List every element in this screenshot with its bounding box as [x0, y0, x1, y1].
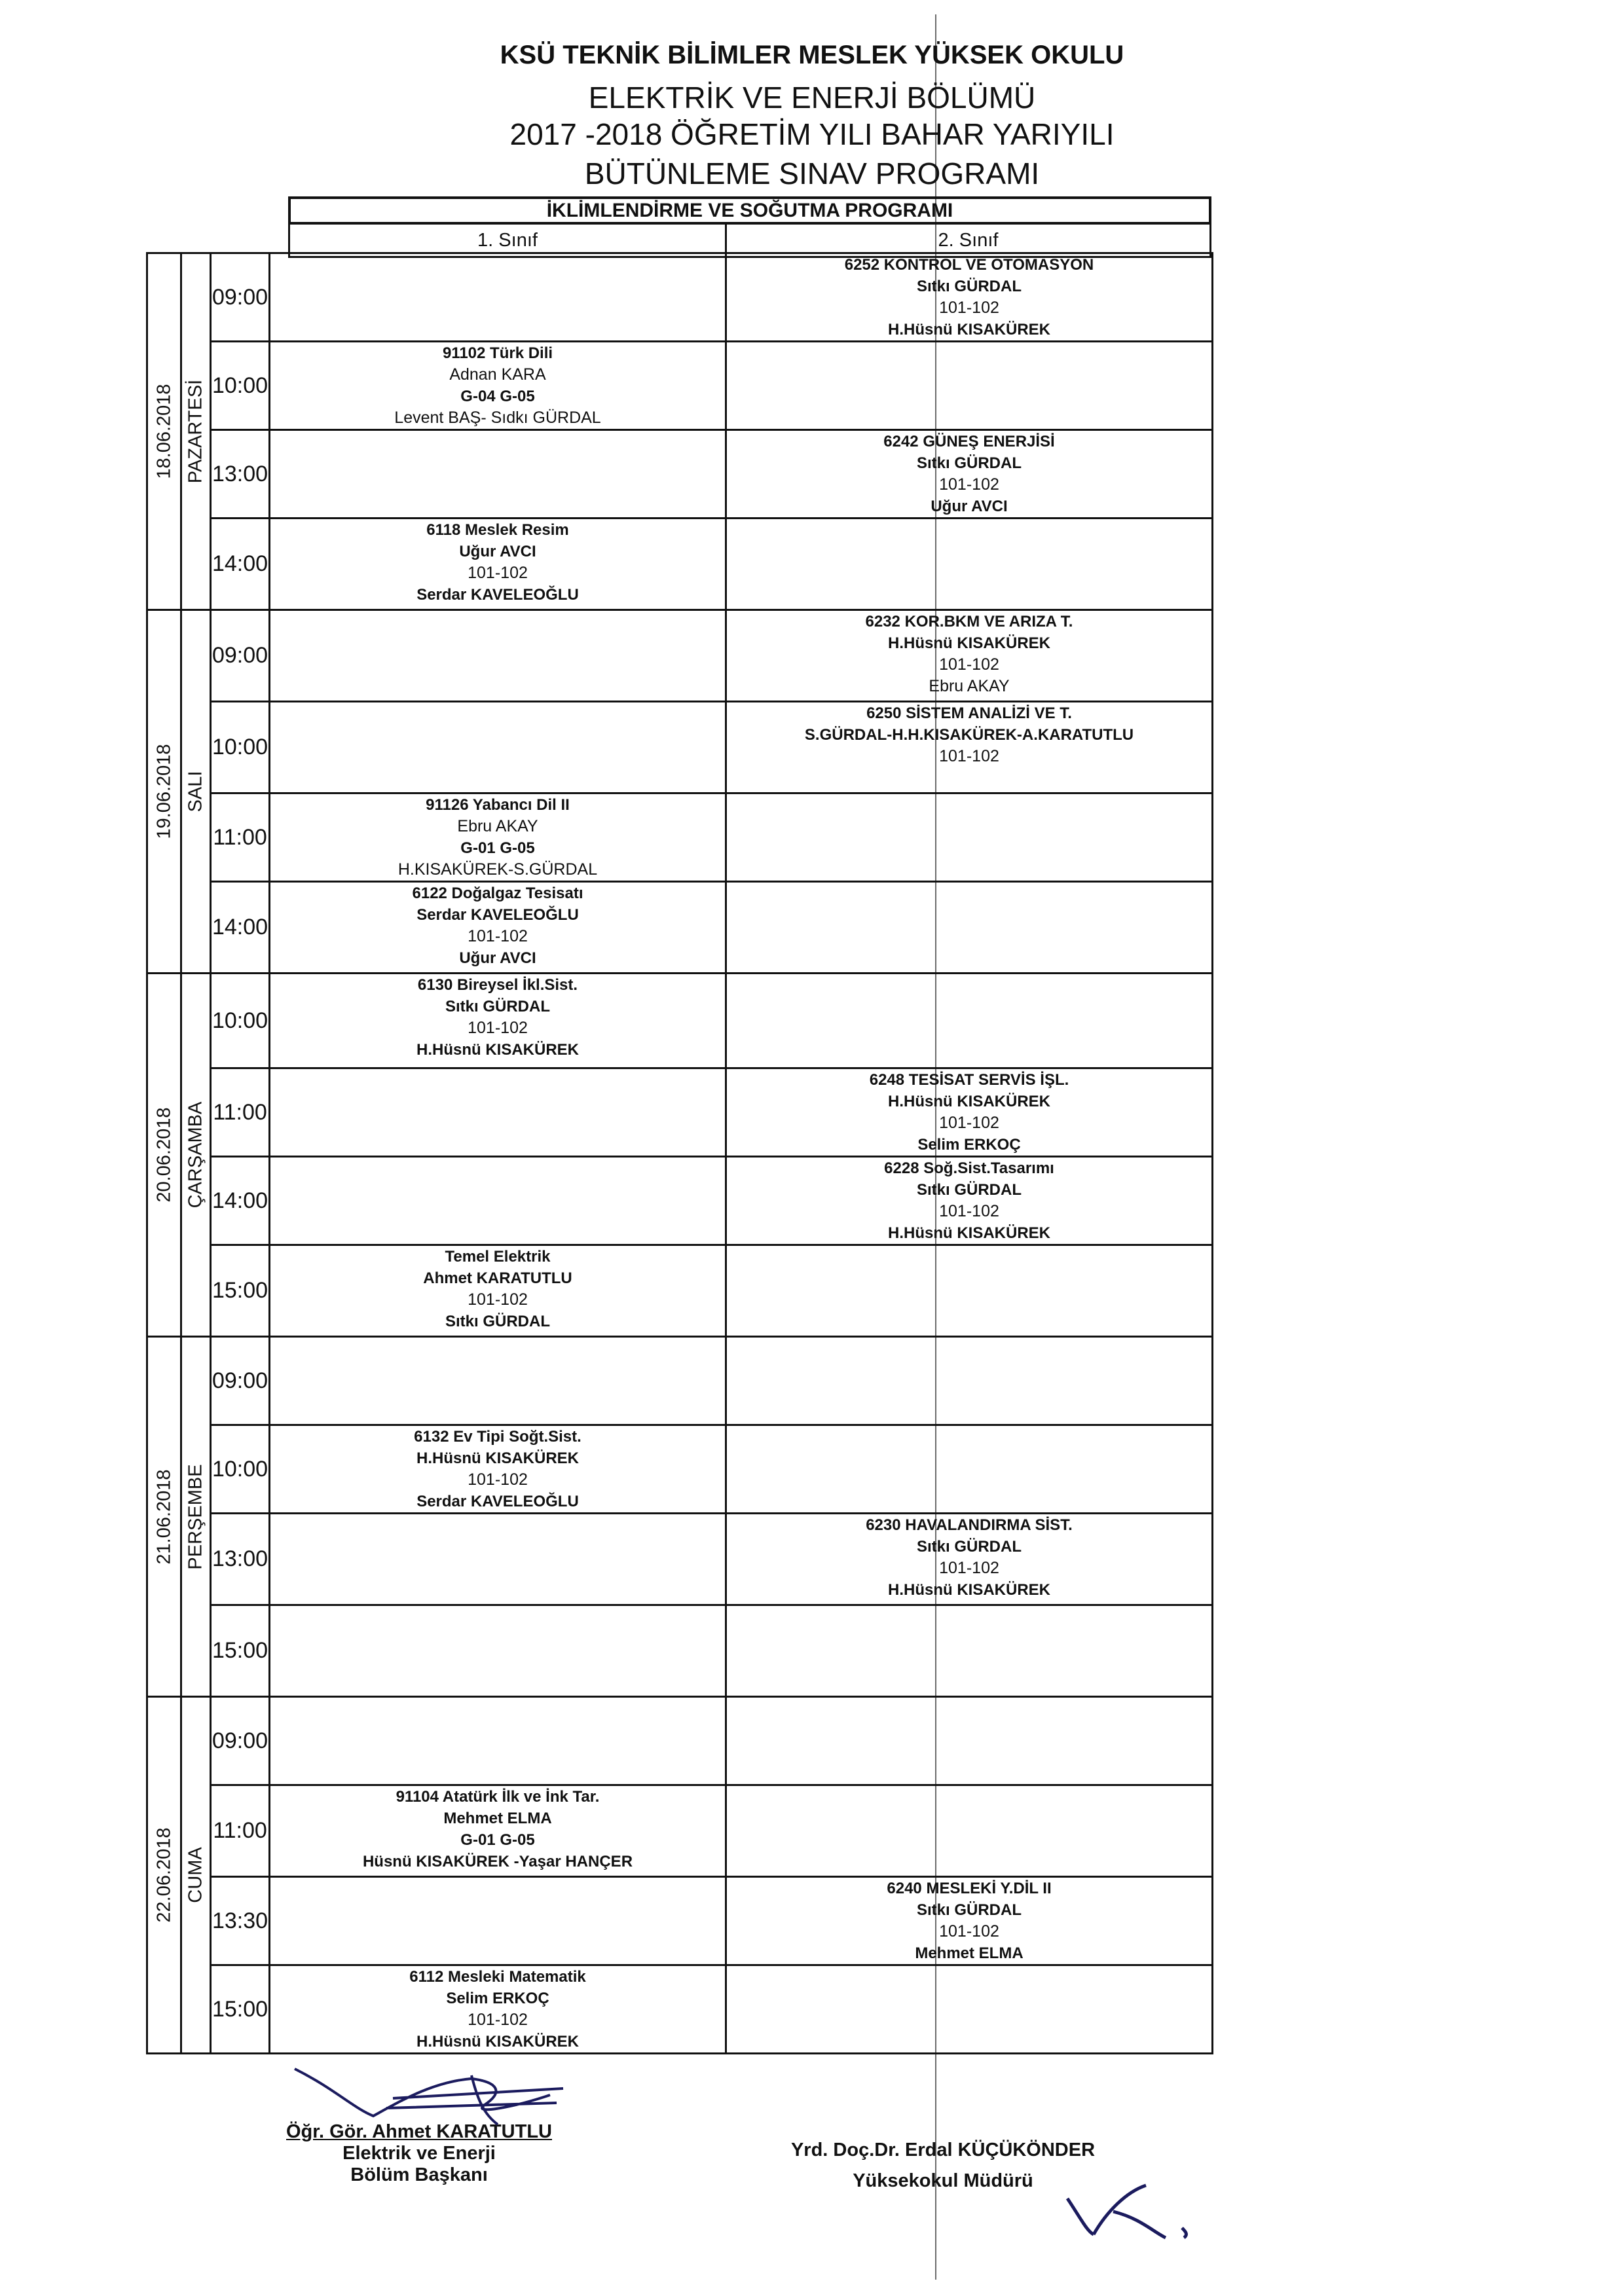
class-1-exam-cell — [268, 252, 727, 342]
instructor: Sıtkı GÜRDAL — [916, 278, 1022, 295]
exam-entry — [727, 1878, 1211, 1964]
school-name: KSÜ TEKNİK BİLİMLER MESLEK YÜKSEK OKULU — [500, 41, 1124, 69]
class-2-exam-cell — [725, 340, 1213, 431]
class-1-exam-cell — [268, 429, 727, 519]
course-name: 6122 Doğalgaz Tesisatı — [412, 884, 583, 902]
room: 101-102 — [468, 927, 528, 945]
academic-term: 2017 -2018 ÖĞRETİM YILI BAHAR YARIYILI — [509, 117, 1115, 151]
supervisor: Ebru AKAY — [929, 677, 1010, 695]
exam-day: PAZARTESİ — [185, 379, 206, 484]
supervisor: Levent BAŞ- Sıdkı GÜRDAL — [394, 409, 601, 427]
room: G-04 G-05 — [460, 388, 535, 405]
day-date-cell — [146, 1336, 182, 1698]
class-1-exam-cell — [268, 1604, 727, 1698]
room: 101-102 — [468, 1290, 528, 1309]
supervisor: Mehmet ELMA — [915, 1944, 1024, 1962]
exam-entry — [270, 519, 725, 606]
course-name: 6132 Ev Tipi Soğt.Sist. — [414, 1428, 581, 1446]
exam-day: ÇARŞAMBA — [185, 1101, 206, 1209]
room: 101-102 — [468, 1019, 528, 1037]
time-slot: 14:00 — [210, 881, 270, 974]
instructor: Ahmet KARATUTLU — [423, 1269, 572, 1287]
room: 101-102 — [939, 1202, 999, 1220]
class-2-exam-cell — [725, 1604, 1213, 1698]
handwritten-signature-right — [1054, 2172, 1198, 2244]
time-slot: 13:30 — [210, 1876, 270, 1966]
instructor: H.Hüsnü KISAKÜREK — [887, 1093, 1050, 1110]
time-slot: 15:00 — [210, 1964, 270, 2054]
course-name: Temel Elektrik — [445, 1248, 551, 1266]
course-name: 6242 GÜNEŞ ENERJİSİ — [883, 433, 1055, 450]
time-slot: 10:00 — [210, 340, 270, 431]
class-2-exam-cell — [725, 1876, 1213, 1966]
time-slot: 14:00 — [210, 517, 270, 611]
class-1-exam-cell — [268, 1964, 727, 2054]
class-2-exam-cell — [725, 429, 1213, 519]
instructor: Mehmet ELMA — [443, 1810, 552, 1827]
department-head-signature — [236, 2121, 602, 2186]
class-2-exam-cell — [725, 1156, 1213, 1246]
class-2-exam-cell — [725, 1696, 1213, 1786]
class-1-exam-cell — [268, 1424, 727, 1514]
room: 101-102 — [468, 564, 528, 582]
class-2-exam-cell — [725, 252, 1213, 342]
room: 101-102 — [939, 299, 999, 317]
exam-entry — [270, 1966, 725, 2052]
document-title: BÜTÜNLEME SINAV PROGRAMI — [584, 156, 1040, 191]
director-signature — [747, 2140, 1139, 2192]
day-name-cell — [180, 609, 212, 974]
class-1-exam-cell — [268, 1696, 727, 1786]
exam-entry — [727, 1157, 1211, 1244]
supervisor: H.Hüsnü KISAKÜREK — [416, 2033, 579, 2050]
class-2-exam-cell — [725, 517, 1213, 611]
room: G-01 G-05 — [460, 839, 535, 857]
instructor: Sıtkı GÜRDAL — [916, 1181, 1022, 1199]
room: 101-102 — [939, 1922, 999, 1941]
exam-entry — [727, 1514, 1211, 1601]
department-name: ELEKTRİK VE ENERJİ BÖLÜMÜ — [588, 81, 1036, 115]
time-slot: 11:00 — [210, 1067, 270, 1157]
class-2-exam-cell — [725, 1067, 1213, 1157]
room: 101-102 — [468, 1470, 528, 1489]
class-1-exam-cell — [268, 1336, 727, 1426]
class-2-exam-cell — [725, 609, 1213, 702]
instructor: Serdar KAVELEOĞLU — [416, 906, 579, 924]
course-name: 6228 Soğ.Sist.Tasarımı — [884, 1159, 1054, 1177]
class-2-exam-cell — [725, 1784, 1213, 1878]
room: 101-102 — [939, 475, 999, 494]
time-slot: 10:00 — [210, 972, 270, 1069]
exam-date: 22.06.2018 — [153, 1827, 174, 1923]
exam-entry — [727, 702, 1211, 767]
supervisor: Serdar KAVELEOĞLU — [416, 586, 579, 604]
class-2-exam-cell — [725, 1424, 1213, 1514]
exam-entry — [270, 1426, 725, 1512]
class-1-exam-cell — [268, 1156, 727, 1246]
exam-entry — [270, 883, 725, 969]
time-slot: 11:00 — [210, 1784, 270, 1878]
class-1-exam-cell — [268, 792, 727, 883]
course-name: 91126 Yabancı Dil II — [426, 796, 570, 814]
exam-entry — [727, 254, 1211, 340]
exam-entry — [727, 611, 1211, 697]
room: 101-102 — [939, 1114, 999, 1132]
supervisor: Serdar KAVELEOĞLU — [416, 1493, 579, 1510]
day-name-cell — [180, 252, 212, 611]
course-name: 6250 SİSTEM ANALİZİ VE T. — [866, 704, 1072, 722]
class-2-exam-cell — [725, 1512, 1213, 1606]
instructor: Uğur AVCI — [459, 543, 536, 560]
room: G-01 G-05 — [460, 1831, 535, 1849]
supervisor: Sıtkı GÜRDAL — [445, 1313, 550, 1330]
handwritten-signature-left — [275, 2043, 576, 2128]
instructor: Sıtkı GÜRDAL — [916, 1538, 1022, 1556]
class-2-exam-cell — [725, 1336, 1213, 1426]
day-name-cell — [180, 1336, 212, 1698]
supervisor: H.Hüsnü KISAKÜREK — [416, 1041, 579, 1059]
department-head-title-1: Elektrik ve Enerji — [342, 2143, 496, 2164]
room: 101-102 — [468, 2011, 528, 2029]
exam-day: PERŞEMBE — [185, 1463, 206, 1570]
day-date-cell — [146, 972, 182, 1338]
exam-entry — [727, 431, 1211, 517]
day-date-cell — [146, 1696, 182, 2054]
director-name: Yrd. Doç.Dr. Erdal KÜÇÜKÖNDER — [790, 2140, 1096, 2160]
room: 101-102 — [939, 747, 999, 765]
supervisor: Uğur AVCI — [459, 949, 536, 967]
time-slot: 11:00 — [210, 792, 270, 883]
exam-date: 20.06.2018 — [153, 1107, 174, 1203]
time-slot: 09:00 — [210, 1336, 270, 1426]
course-name: 6118 Meslek Resim — [426, 521, 569, 539]
course-name: 6240 MESLEKİ Y.DİL II — [887, 1880, 1052, 1897]
class-1-header: 1. Sınıf — [288, 223, 727, 258]
class-1-exam-cell — [268, 881, 727, 974]
class-2-exam-cell — [725, 972, 1213, 1069]
day-name-cell — [180, 1696, 212, 2054]
exam-entry — [270, 1246, 725, 1332]
class-2-exam-cell — [725, 1244, 1213, 1338]
course-name: 6230 HAVALANDIRMA SİST. — [866, 1516, 1073, 1534]
supervisor: H.Hüsnü KISAKÜREK — [887, 321, 1050, 338]
course-name: 6248 TESİSAT SERVİS İŞL. — [869, 1071, 1069, 1089]
supervisor: Uğur AVCI — [931, 498, 1008, 515]
instructor: Adnan KARA — [449, 365, 546, 384]
exam-entry — [270, 1786, 725, 1872]
instructor: H.Hüsnü KISAKÜREK — [416, 1449, 579, 1467]
instructor: Sıtkı GÜRDAL — [916, 454, 1022, 472]
course-name: 6232 KOR.BKM VE ARIZA T. — [865, 613, 1073, 630]
class-1-exam-cell — [268, 1876, 727, 1966]
class-2-header: 2. Sınıf — [725, 223, 1211, 258]
class-1-exam-cell — [268, 609, 727, 702]
course-name: 91102 Türk Dili — [442, 344, 553, 362]
exam-day: SALI — [185, 771, 206, 812]
time-slot: 10:00 — [210, 701, 270, 794]
time-slot: 09:00 — [210, 609, 270, 702]
exam-day: CUMA — [185, 1847, 206, 1903]
instructor: Ebru AKAY — [457, 817, 538, 835]
day-date-cell — [146, 252, 182, 611]
time-slot: 09:00 — [210, 1696, 270, 1786]
day-date-cell — [146, 609, 182, 974]
time-slot: 09:00 — [210, 252, 270, 342]
course-name: 6130 Bireysel İkl.Sist. — [417, 976, 578, 994]
class-1-exam-cell — [268, 340, 727, 431]
class-2-exam-cell — [725, 1964, 1213, 2054]
exam-entry — [270, 342, 725, 429]
time-slot: 10:00 — [210, 1424, 270, 1514]
exam-date: 18.06.2018 — [153, 384, 174, 479]
department-head-name: Öğr. Gör. Ahmet KARATUTLU — [286, 2121, 552, 2142]
room: 101-102 — [939, 655, 999, 674]
instructor: Sıtkı GÜRDAL — [445, 998, 550, 1015]
supervisor: Hüsnü KISAKÜREK -Yaşar HANÇER — [362, 1853, 633, 1870]
class-2-exam-cell — [725, 701, 1213, 794]
class-2-exam-cell — [725, 881, 1213, 974]
class-1-exam-cell — [268, 1512, 727, 1606]
course-name: 6252 KONTROL VE OTOMASYON — [844, 256, 1094, 274]
exam-date: 19.06.2018 — [153, 744, 174, 839]
department-head-title-2: Bölüm Başkanı — [350, 2164, 488, 2185]
supervisor: H.Hüsnü KISAKÜREK — [887, 1224, 1050, 1242]
room: 101-102 — [939, 1559, 999, 1577]
class-1-exam-cell — [268, 1784, 727, 1878]
instructor: H.Hüsnü KISAKÜREK — [887, 634, 1050, 652]
supervisor: Selim ERKOÇ — [917, 1136, 1021, 1154]
program-title: İKLİMLENDİRME VE SOĞUTMA PROGRAMI — [288, 196, 1211, 224]
instructor: Sıtkı GÜRDAL — [916, 1901, 1022, 1919]
time-slot: 13:00 — [210, 429, 270, 519]
class-1-exam-cell — [268, 1244, 727, 1338]
supervisor: H.Hüsnü KISAKÜREK — [887, 1581, 1050, 1599]
supervisor: H.KISAKÜREK-S.GÜRDAL — [397, 860, 598, 879]
exam-entry — [270, 794, 725, 881]
director-title: Yüksekokul Müdürü — [853, 2170, 1033, 2191]
time-slot: 15:00 — [210, 1244, 270, 1338]
exam-entry — [727, 1069, 1211, 1156]
course-name: 91104 Atatürk İlk ve İnk Tar. — [396, 1788, 600, 1806]
time-slot: 14:00 — [210, 1156, 270, 1246]
time-slot: 15:00 — [210, 1604, 270, 1698]
time-slot: 13:00 — [210, 1512, 270, 1606]
class-2-exam-cell — [725, 792, 1213, 883]
instructor: Selim ERKOÇ — [446, 1990, 549, 2007]
class-1-exam-cell — [268, 1067, 727, 1157]
class-1-exam-cell — [268, 701, 727, 794]
day-name-cell — [180, 972, 212, 1338]
exam-entry — [270, 974, 725, 1061]
course-name: 6112 Mesleki Matematik — [409, 1968, 586, 1986]
instructor: S.GÜRDAL-H.H.KISAKÜREK-A.KARATUTLU — [804, 726, 1134, 744]
class-1-exam-cell — [268, 517, 727, 611]
exam-date: 21.06.2018 — [153, 1468, 174, 1565]
class-1-exam-cell — [268, 972, 727, 1069]
